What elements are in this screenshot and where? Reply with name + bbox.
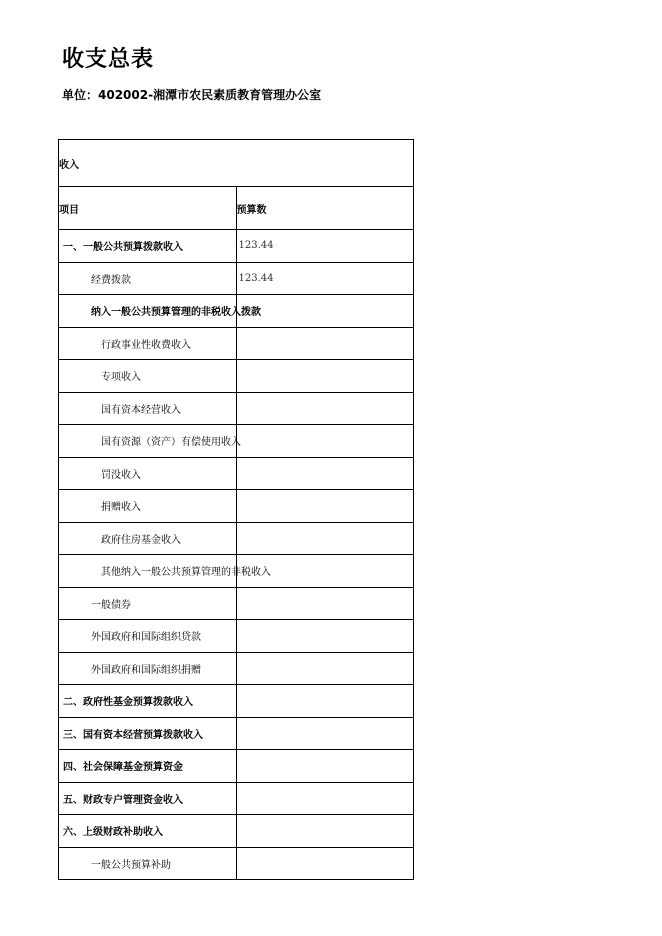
column-header-item: 项目	[59, 187, 237, 230]
row-value	[236, 327, 414, 360]
row-label: 国有资源（资产）有偿使用收入	[59, 425, 237, 458]
row-value	[236, 392, 414, 425]
row-value	[236, 522, 414, 555]
row-value: 123.44	[236, 262, 414, 295]
row-label: 一、一般公共预算拨款收入	[59, 230, 237, 263]
row-value	[236, 360, 414, 393]
row-value	[236, 425, 414, 458]
row-label: 专项收入	[59, 360, 237, 393]
row-value	[236, 685, 414, 718]
row-label: 六、上级财政补助收入	[59, 815, 237, 848]
table-row	[59, 457, 414, 490]
column-header-budget: 预算数	[236, 187, 414, 230]
table-row	[59, 425, 414, 458]
row-value	[236, 847, 414, 880]
row-value	[236, 782, 414, 815]
table-row	[59, 262, 414, 295]
table-row	[59, 620, 414, 653]
unit-label: 单位：402002-湘潭市农民素质教育管理办公室	[62, 88, 322, 102]
row-value	[236, 295, 414, 328]
table-row	[59, 522, 414, 555]
row-label: 经费拨款	[59, 262, 237, 295]
row-label: 外国政府和国际组织捐赠	[59, 652, 237, 685]
row-value	[236, 620, 414, 653]
table-row	[59, 392, 414, 425]
row-value	[236, 652, 414, 685]
table-row	[59, 815, 414, 848]
table-row	[59, 685, 414, 718]
table-row	[59, 295, 414, 328]
row-value: 123.44	[236, 230, 414, 263]
section-row	[59, 140, 414, 187]
table-row	[59, 750, 414, 783]
table-row	[59, 652, 414, 685]
row-value	[236, 750, 414, 783]
row-label: 五、财政专户管理资金收入	[59, 782, 237, 815]
row-label: 一般债券	[59, 587, 237, 620]
row-label: 四、社会保障基金预算资金	[59, 750, 237, 783]
row-label: 纳入一般公共预算管理的非税收入拨款	[59, 295, 237, 328]
section-label: 收入	[59, 140, 414, 187]
row-label: 捐赠收入	[59, 490, 237, 523]
row-value	[236, 717, 414, 750]
table-row	[59, 360, 414, 393]
row-label: 一般公共预算补助	[59, 847, 237, 880]
table-row	[59, 555, 414, 588]
table-row	[59, 230, 414, 263]
table-row	[59, 847, 414, 880]
row-label: 国有资本经营收入	[59, 392, 237, 425]
page-title: 收支总表	[62, 47, 155, 72]
table-row	[59, 782, 414, 815]
table-row	[59, 327, 414, 360]
row-label: 行政事业性收费收入	[59, 327, 237, 360]
row-label: 政府住房基金收入	[59, 522, 237, 555]
row-value	[236, 587, 414, 620]
table-row	[59, 717, 414, 750]
row-label: 三、国有资本经营预算拨款收入	[59, 717, 237, 750]
table-row	[59, 490, 414, 523]
income-table	[58, 139, 414, 880]
row-value	[236, 815, 414, 848]
table-row	[59, 587, 414, 620]
row-label: 外国政府和国际组织贷款	[59, 620, 237, 653]
row-value	[236, 457, 414, 490]
row-label: 二、政府性基金预算拨款收入	[59, 685, 237, 718]
row-label: 罚没收入	[59, 457, 237, 490]
row-label: 其他纳入一般公共预算管理的非税收入	[59, 555, 237, 588]
row-value	[236, 490, 414, 523]
header-row	[59, 187, 414, 230]
